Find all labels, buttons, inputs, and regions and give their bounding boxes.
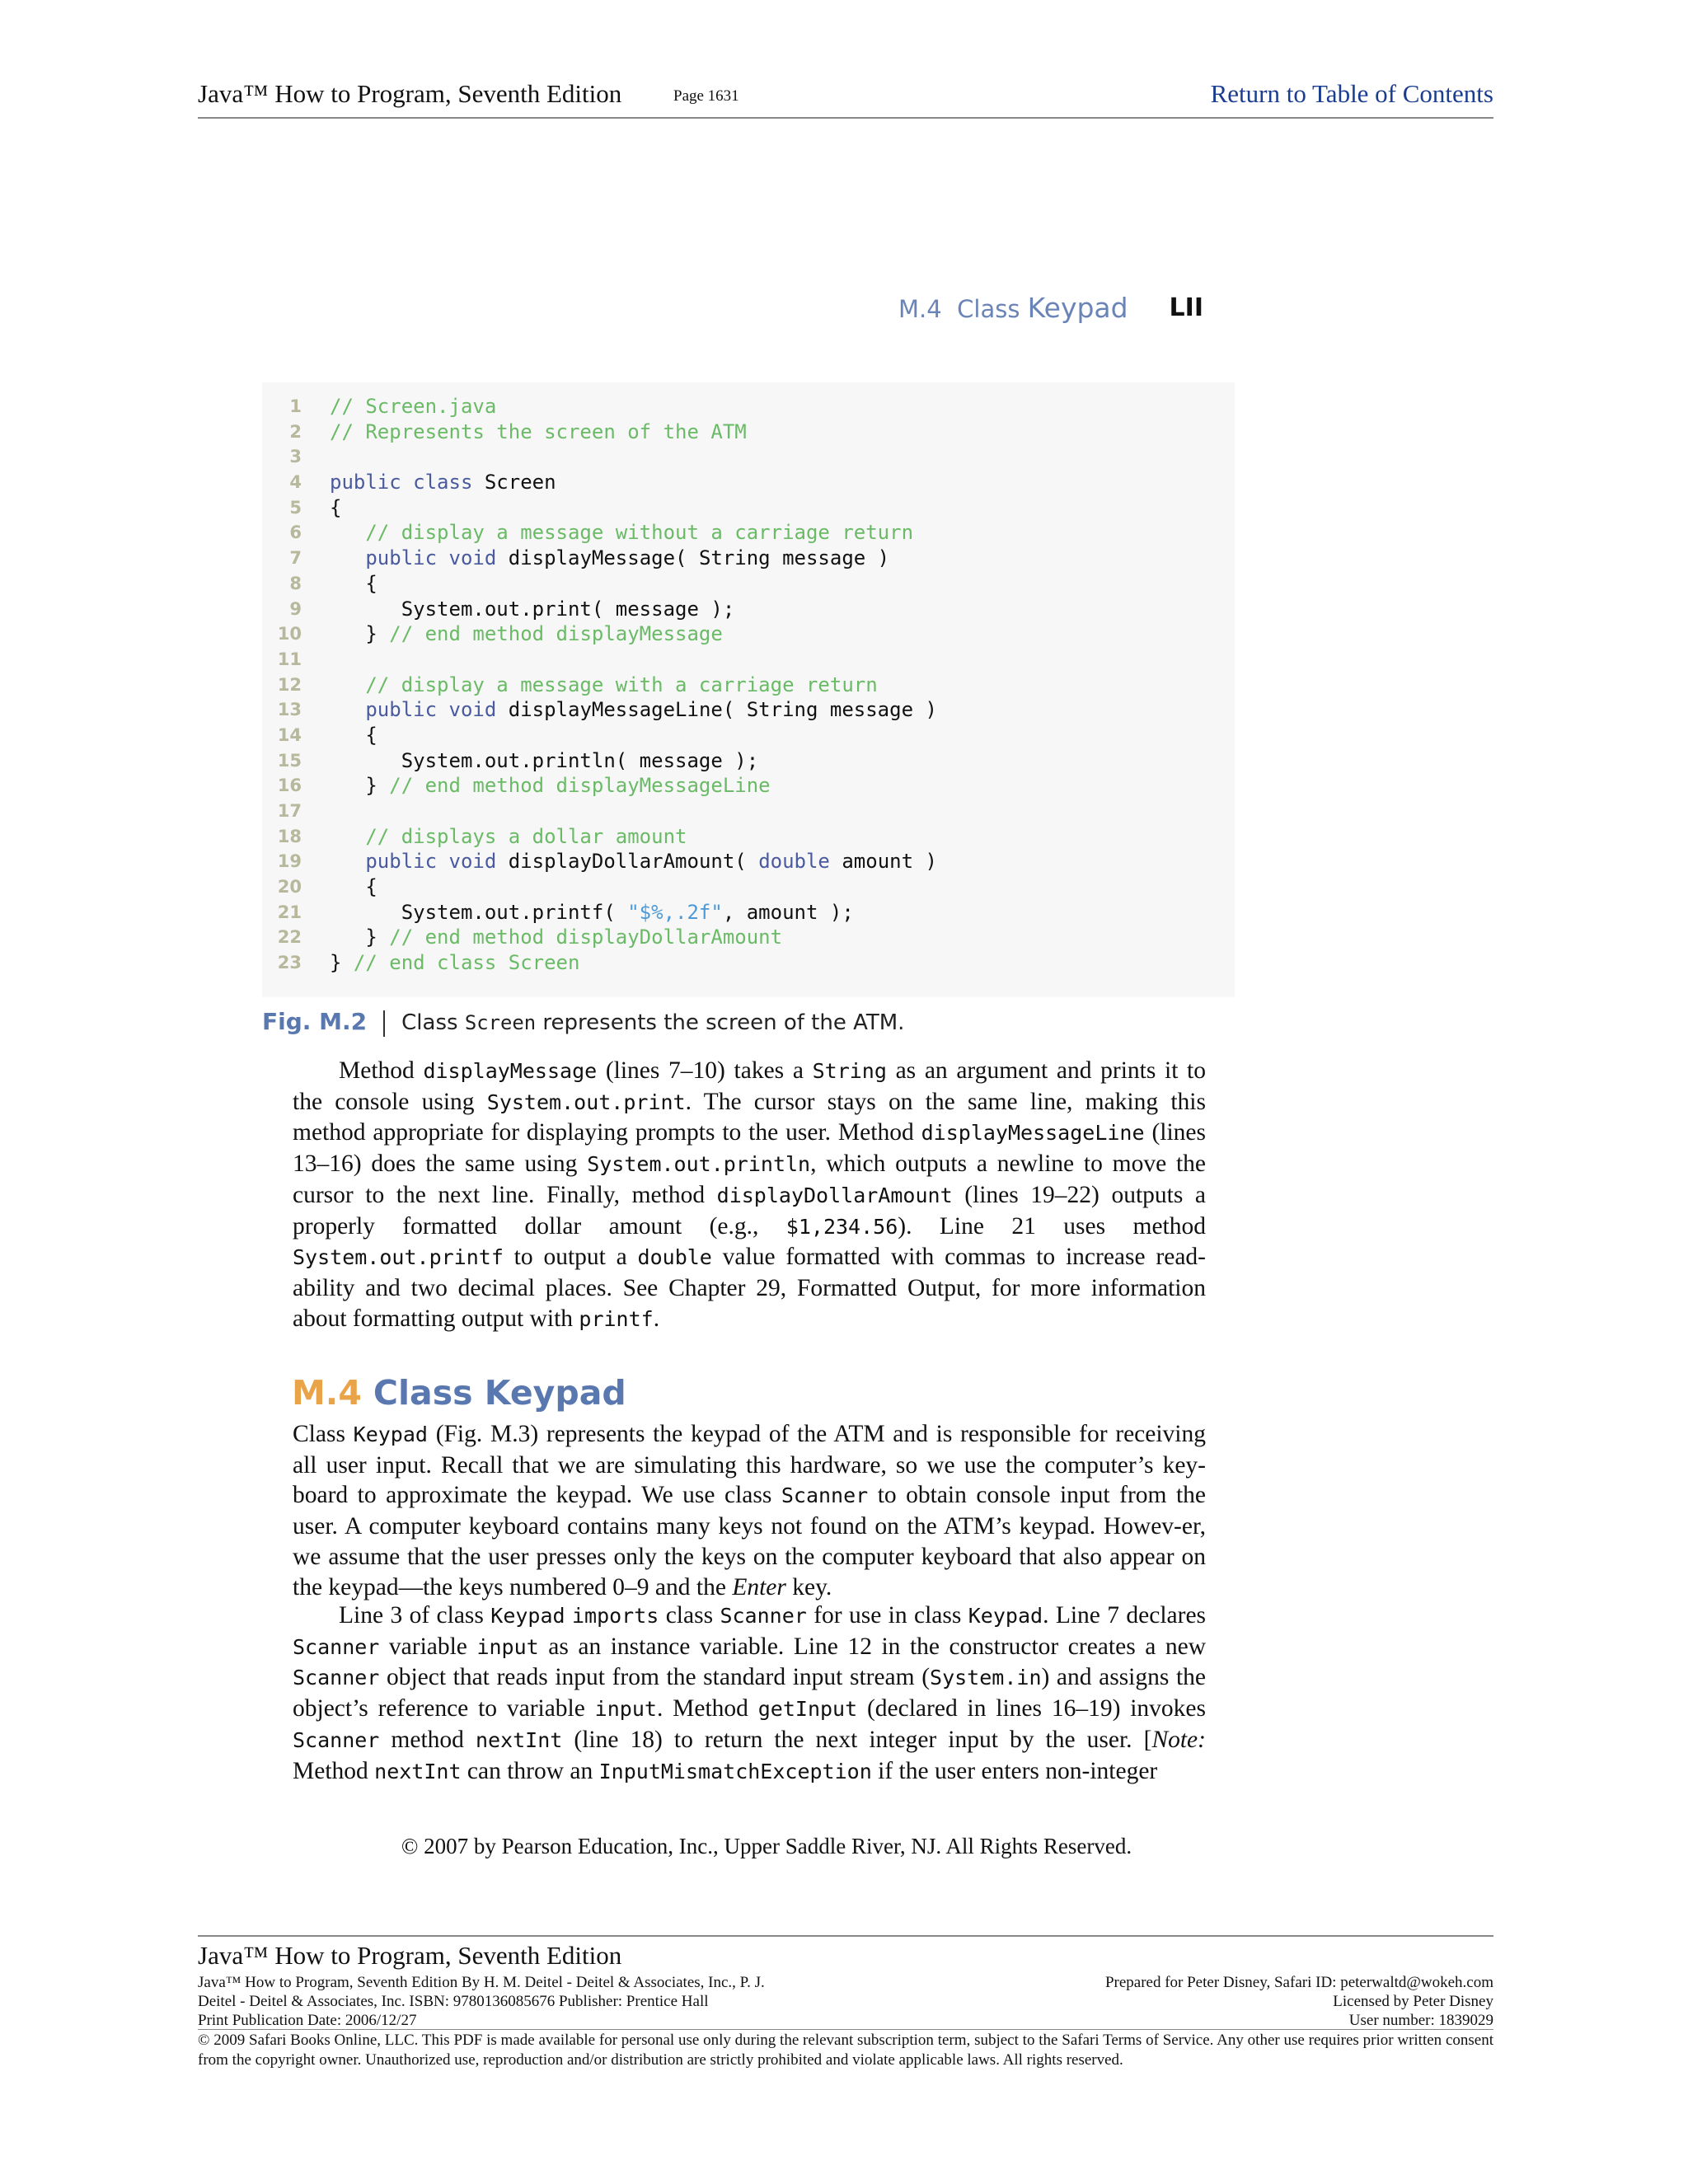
inline-code: Scanner: [293, 1727, 380, 1752]
code-text: [330, 495, 341, 521]
code-text: [330, 419, 747, 445]
section-title: Class Keypad: [373, 1373, 626, 1413]
paragraph-text: can throw an: [461, 1757, 599, 1784]
emphasis-text: Note:: [1151, 1726, 1206, 1753]
inline-code: Keypad: [490, 1604, 565, 1628]
running-head-section-prefix: Class: [957, 295, 1020, 323]
footer-line1-right: Prepared for Peter Disney, Safari ID: peterwaltd@wokeh.com: [1104, 1974, 1493, 1991]
line-number: 6: [289, 523, 302, 543]
code-text: [330, 950, 579, 976]
line-number: 23: [277, 953, 302, 973]
paragraph-text: variable: [379, 1633, 477, 1660]
inline-code: nextInt: [475, 1727, 563, 1752]
code-token: "$%,.2f": [627, 900, 723, 924]
paragraph-text: as an instance variable. Line 12 in the constructor creates a new: [538, 1633, 1206, 1660]
code-line: [262, 444, 1235, 470]
code-token: public class: [330, 471, 485, 494]
paragraph-text: ) and assigns the object’s reference to variable: [293, 1664, 1207, 1722]
line-number: 17: [277, 801, 302, 821]
code-token: // end method displayMessage: [389, 622, 723, 646]
inline-code: InputMismatchException: [598, 1759, 872, 1783]
code-text: [330, 723, 377, 748]
emphasis-text: Enter: [732, 1573, 786, 1601]
code-token: }: [330, 926, 390, 949]
footer-line3-right: User number: 1839029: [1348, 2012, 1493, 2029]
book-title: Java™ How to Program, Seventh Edition: [198, 79, 622, 108]
code-token: System.out.print( message );: [330, 597, 735, 621]
inline-code: Scanner: [293, 1634, 380, 1659]
line-number: 5: [289, 497, 302, 518]
paragraph-text: Class: [293, 1421, 354, 1447]
code-line: [262, 419, 1235, 445]
paragraph-text: [565, 1602, 572, 1629]
paragraph-text: . Method: [656, 1695, 758, 1722]
code-token: System.out.println( message );: [330, 748, 759, 772]
line-number: 14: [277, 724, 302, 745]
code-token: // displays a dollar amount: [330, 824, 687, 848]
inline-code: Scanner: [293, 1666, 380, 1690]
code-token: public void: [330, 850, 509, 874]
code-token: Screen: [484, 471, 556, 494]
code-token: {: [330, 495, 342, 519]
line-number: 3: [289, 447, 302, 467]
page-header: [198, 77, 1493, 119]
code-token: displayMessage( String message ): [508, 546, 890, 570]
code-text: [330, 546, 889, 571]
running-head-page-num: LII: [1169, 293, 1203, 322]
body-paragraph-2: [293, 1419, 1206, 1602]
code-text: [330, 849, 937, 874]
code-token: public void: [330, 698, 509, 722]
line-number: 2: [289, 421, 302, 442]
body-paragraph-1: [293, 1056, 1206, 1334]
code-line: [262, 748, 1235, 774]
inline-code: displayDollarAmount: [716, 1183, 953, 1207]
line-number: 21: [277, 902, 302, 922]
code-lines: [262, 394, 1235, 976]
code-line: [262, 925, 1235, 950]
code-token: // end method displayMessageLine: [389, 774, 771, 798]
inline-code: input: [594, 1697, 657, 1722]
inline-code: double: [637, 1245, 712, 1270]
paragraph-text: if the user enters non-integer: [871, 1757, 1158, 1784]
paragraph-text: class: [659, 1602, 720, 1629]
footer-line2-left: Deitel - Deitel & Associates, Inc. ISBN: 9780136085676 Publisher: Prentice Hall: [198, 1993, 709, 2010]
inline-code: imports: [571, 1604, 659, 1628]
inline-code: getInput: [757, 1697, 858, 1722]
code-line: [262, 571, 1235, 597]
paragraph-text: (declared in lines 16–19) invokes: [857, 1695, 1206, 1722]
paragraph-text: value formatted with commas to increase read-ability and two decimal places. See Chapter 29, Formatted Output, for more information about formatting output with: [293, 1244, 1206, 1332]
code-line: [262, 520, 1235, 546]
paragraph-text: object that reads input from the standard input stream (: [379, 1664, 931, 1691]
paragraph-text: as an argument and prints it to the console using: [293, 1057, 1206, 1115]
code-line: [262, 621, 1235, 647]
paragraph-text: (lines 13–16) does the same using: [293, 1119, 1206, 1178]
code-token: displayDollarAmount(: [508, 850, 759, 874]
code-text: [330, 470, 556, 495]
line-number: 19: [277, 851, 302, 872]
footer-line1-left: Java™ How to Program, Seventh Edition By H. M. Deitel - Deitel & Associates, Inc., P. J.: [198, 1974, 765, 1991]
paragraph-text: (line 18) to return the next integer input by the user. [: [562, 1726, 1152, 1753]
paragraph-text: ). Line 21 uses method: [898, 1212, 1206, 1240]
code-token: }: [330, 622, 390, 646]
footer-line2-right: Licensed by Peter Disney: [1333, 1993, 1493, 2010]
code-text: [330, 394, 496, 419]
code-line: [262, 495, 1235, 521]
code-line: [262, 394, 1235, 419]
code-line: [262, 950, 1235, 976]
inline-code: Scanner: [720, 1604, 807, 1628]
code-text: [330, 900, 854, 926]
page-footer: [198, 1935, 1493, 2077]
return-to-toc-link[interactable]: Return to Table of Contents: [1210, 79, 1493, 108]
paragraph-text: Method: [293, 1757, 375, 1784]
code-text: [330, 673, 878, 698]
inline-code: String: [812, 1059, 887, 1083]
code-token: , amount );: [722, 900, 854, 924]
inline-code: System.out.printf: [293, 1245, 504, 1270]
line-number: 18: [277, 826, 302, 846]
code-line: [262, 470, 1235, 495]
code-token: public void: [330, 546, 509, 570]
footer-rule: [198, 2029, 1493, 2030]
inline-code: System.out.println: [587, 1152, 811, 1177]
code-token: {: [330, 571, 377, 595]
figure-label: Fig. M.2: [262, 1008, 368, 1035]
line-number: 8: [289, 573, 302, 593]
code-token: // display a message with a carriage return: [330, 673, 878, 696]
page-number: Page 1631: [673, 87, 739, 105]
code-token: // Represents the screen of the ATM: [330, 419, 747, 443]
code-token: displayMessageLine( String message ): [508, 698, 937, 722]
caption-text-before: Class: [401, 1010, 465, 1035]
code-line: [262, 723, 1235, 748]
line-number: 16: [277, 776, 302, 796]
code-token: System.out.printf(: [330, 900, 628, 924]
code-text: [330, 748, 758, 774]
code-text: [330, 925, 782, 950]
code-text: [330, 520, 913, 546]
footer-legal-notice: © 2009 Safari Books Online, LLC. This PDF is made available for personal use only during the relevant subscription term, subject to the Safari Terms of Service. Any other use requires prior written consent from the copyright owner. Unauthorized use, reproduction and/or distribution are strictly prohibited and violate applicable laws. All rights reserved.: [198, 2032, 1493, 2069]
running-head-section-num: M.4: [898, 295, 942, 323]
code-listing: [262, 382, 1235, 997]
code-line: [262, 773, 1235, 799]
body-paragraph-3: [293, 1601, 1206, 1787]
paragraph-text: .: [653, 1305, 660, 1332]
line-number: 9: [289, 598, 302, 619]
inline-code: System.in: [930, 1666, 1042, 1690]
paragraph-text: , which outputs a newline to move the cursor to the next line. Finally, method: [293, 1151, 1207, 1208]
code-text: [330, 773, 771, 799]
copyright-notice: © 2007 by Pearson Education, Inc., Upper Saddle River, NJ. All Rights Reserved.: [401, 1834, 1132, 1858]
line-number: 10: [277, 624, 302, 644]
inline-code: input: [476, 1634, 539, 1659]
code-text: [330, 597, 734, 622]
caption-code: Screen: [464, 1011, 537, 1034]
code-token: }: [330, 951, 354, 975]
code-text: [330, 621, 723, 647]
code-token: // end class Screen: [353, 951, 580, 975]
line-number: 12: [277, 674, 302, 695]
code-line: [262, 546, 1235, 571]
paragraph-text: (lines 7–10) takes a: [597, 1057, 813, 1084]
code-line: [262, 697, 1235, 723]
line-number: 7: [289, 548, 302, 569]
paragraph-text: to output a: [503, 1244, 638, 1271]
footer-book-title: Java™ How to Program, Seventh Edition: [198, 1941, 622, 1970]
inline-code: displayMessage: [423, 1059, 598, 1083]
line-number: 22: [277, 927, 302, 948]
paragraph-text: to obtain console input from the user. A computer keyboard contains many keys not found on the ATM’s keypad. Howev-er, we assume that the user presses only the keys on the computer keyboard that also appear on the keypad—the keys numbered 0–9 and the: [293, 1482, 1206, 1601]
paragraph-text: (Fig. M.3) represents the keypad of the ATM and is responsible for receiving all user input. Recall that we are simulating this hardware, so we use the computer’s key-board to approximate the keypad. We use class: [293, 1421, 1206, 1509]
section-heading: [292, 1371, 626, 1418]
paragraph-text: for use in class: [806, 1602, 968, 1629]
code-line: [262, 874, 1235, 900]
running-head-section: [898, 292, 1128, 326]
inline-code: displayMessageLine: [921, 1121, 1145, 1146]
code-text: [330, 874, 377, 900]
code-text: [330, 697, 937, 723]
code-line: [262, 849, 1235, 874]
line-number: 20: [277, 877, 302, 898]
code-text: [330, 824, 687, 850]
code-line: [262, 597, 1235, 622]
figure-caption-text: [401, 1010, 904, 1035]
code-line: [262, 824, 1235, 850]
paragraph-text: Method: [339, 1057, 424, 1084]
code-token: // display a message without a carriage return: [330, 521, 914, 545]
inline-code: $1,234.56: [785, 1214, 898, 1239]
code-line: [262, 900, 1235, 926]
code-token: // Screen.java: [330, 395, 497, 418]
line-number: 11: [277, 649, 302, 669]
code-token: amount ): [829, 850, 937, 874]
section-number: M.4: [292, 1373, 362, 1413]
code-token: // end method displayDollarAmount: [389, 926, 783, 949]
line-number: 13: [277, 700, 302, 720]
caption-separator: [383, 1010, 385, 1037]
paragraph-text: method: [379, 1726, 476, 1753]
inline-code: Keypad: [353, 1422, 428, 1446]
paragraph-text: . The cursor stays on the same line, making this method appropriate for displaying prompts to the user. Method: [293, 1088, 1206, 1146]
running-head: [898, 290, 1203, 326]
footer-line3-left: Print Publication Date: 2006/12/27: [198, 2012, 417, 2029]
code-token: {: [330, 723, 377, 747]
line-number: 4: [289, 472, 302, 493]
line-number: 1: [289, 396, 302, 416]
paragraph-text: (lines 19–22) outputs a properly formatted dollar amount (e.g.,: [293, 1181, 1206, 1240]
code-token: }: [330, 774, 390, 798]
caption-text-after: represents the screen of the ATM.: [536, 1010, 905, 1035]
inline-code: System.out.print: [486, 1090, 686, 1114]
inline-code: Keypad: [968, 1604, 1043, 1628]
inline-code: nextInt: [374, 1759, 462, 1783]
code-line: [262, 673, 1235, 698]
paragraph-text: Line 3 of class: [339, 1602, 491, 1629]
code-line: [262, 647, 1235, 673]
running-head-section-name: Keypad: [1027, 292, 1128, 324]
code-token: {: [330, 875, 377, 899]
figure-caption: [262, 1007, 904, 1038]
line-number: 15: [277, 750, 302, 771]
inline-code: Scanner: [781, 1483, 869, 1508]
code-line: [262, 799, 1235, 824]
code-text: [330, 571, 377, 597]
paragraph-text: key.: [785, 1573, 832, 1601]
code-token: double: [758, 850, 830, 874]
paragraph-text: . Line 7 declares: [1043, 1602, 1207, 1629]
inline-code: printf: [579, 1306, 654, 1331]
